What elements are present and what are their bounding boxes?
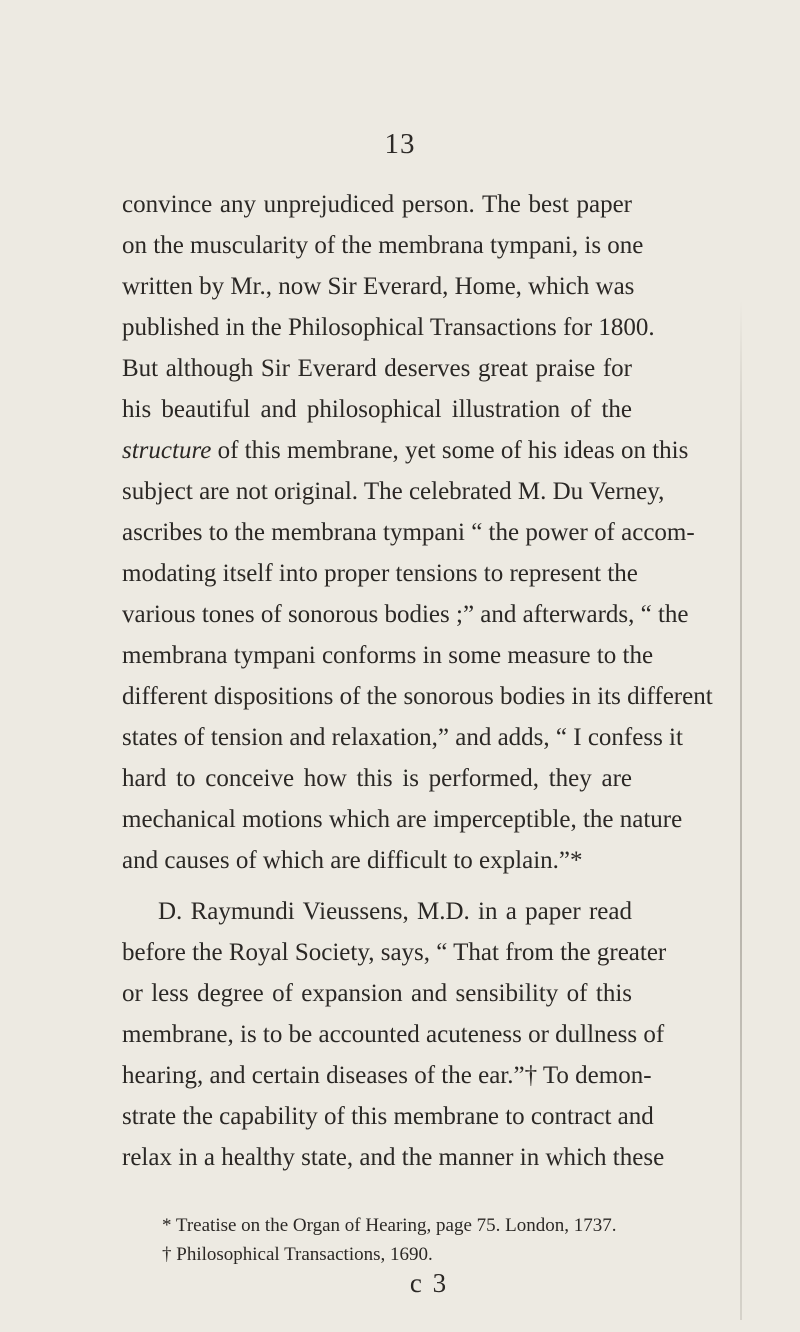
- text-line: membrane, is to be accounted acuteness or dullness of: [122, 1021, 665, 1048]
- text-line: mechanical motions which are imperceptible, the nature: [122, 806, 683, 833]
- footnote: * Treatise on the Organ of Hearing, page 75. London, 1737.: [162, 1215, 617, 1236]
- italic-word: structure: [122, 437, 212, 464]
- page-number: 13: [384, 128, 416, 160]
- text-line: hearing, and certain diseases of the ear.”† To demon-: [122, 1062, 652, 1089]
- text-line: before the Royal Society, says, “ That from the greater: [122, 939, 667, 966]
- footnote: † Philosophical Transactions, 1690.: [162, 1244, 433, 1265]
- text-line: his beautiful and philosophical illustration of the: [122, 396, 632, 423]
- text-line: But although Sir Everard deserves great praise for: [122, 355, 632, 382]
- text-line: ascribes to the membrana tympani “ the power of accom-: [122, 519, 695, 546]
- text-line: modating itself into proper tensions to represent the: [122, 560, 638, 587]
- text-line: membrana tympani conforms in some measure to the: [122, 642, 654, 669]
- text-line: on the muscularity of the membrana tympani, is one: [122, 232, 644, 259]
- text-line: states of tension and relaxation,” and adds, “ I confess it: [122, 724, 683, 751]
- text-line: written by Mr., now Sir Everard, Home, which was: [122, 273, 635, 300]
- text-line: structure of this membrane, yet some of his ideas on this: [122, 437, 689, 464]
- text-line: published in the Philosophical Transactions for 1800.: [122, 314, 655, 341]
- text-line: convince any unprejudiced person. The best paper: [122, 191, 632, 218]
- text-line: and causes of which are difficult to explain.”*: [122, 847, 583, 874]
- text-line: or less degree of expansion and sensibility of this: [122, 980, 632, 1007]
- text-line: hard to conceive how this is performed, they are: [122, 765, 632, 792]
- text-line: D. Raymundi Vieussens, M.D. in a paper read: [158, 898, 632, 925]
- page-edge-shadow: [740, 300, 742, 1320]
- text-line: various tones of sonorous bodies ;” and afterwards, “ the: [122, 601, 689, 628]
- text-line: relax in a healthy state, and the manner in which these: [122, 1144, 665, 1171]
- text-line: strate the capability of this membrane to contract and: [122, 1103, 654, 1130]
- text-line: different dispositions of the sonorous bodies in its different: [122, 683, 713, 710]
- text-line: subject are not original. The celebrated M. Du Verney,: [122, 478, 665, 505]
- signature-mark: c 3: [409, 1268, 449, 1298]
